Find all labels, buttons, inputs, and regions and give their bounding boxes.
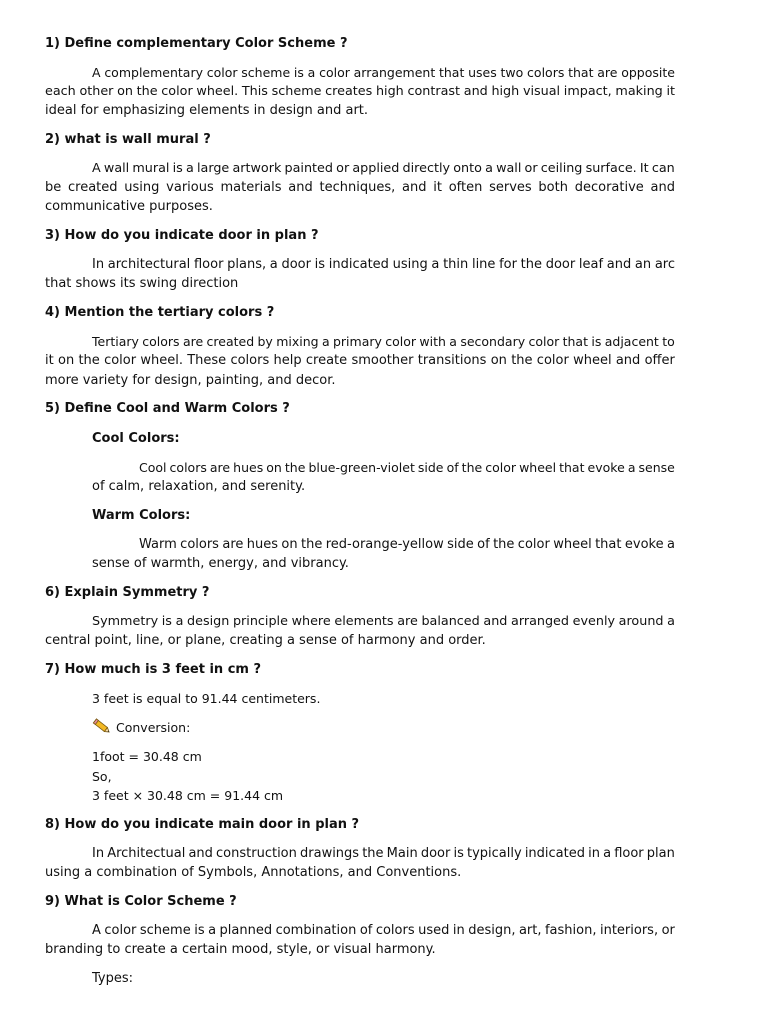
section-6-line: Symmetry is a design principle where elements are balanced and arranged evenly around a [92, 614, 675, 629]
section-3-line: In architectural floor plans, a door is indicated using a thin line for the door leaf and an arc [92, 257, 675, 272]
section-3-line: that shows its swing direction [45, 276, 239, 291]
calc-line: So, [92, 769, 112, 784]
section-2-line: A wall mural is a large artwork painted or applied directly onto a wall or ceiling surface. It can [92, 161, 675, 176]
section-9-line: branding to create a certain mood, style, or visual harmony. [45, 942, 436, 957]
section-9-line: A color scheme is a planned combination of colors used in design, art, fashion, interiors, or [92, 923, 675, 938]
section-1-line: each other on the color wheel. This scheme creates high contrast and high visual impact, making it [45, 84, 675, 99]
section-7-answer: 3 feet is equal to 91.44 centimeters. [92, 691, 321, 706]
section-1-heading: 1) Define complementary Color Scheme ? [45, 36, 348, 51]
cool-colors-line: Cool colors are hues on the blue-green-violet side of the color wheel that evoke a sense [139, 460, 675, 475]
section-8-line: using a combination of Symbols, Annotations, and Conventions. [45, 865, 462, 880]
section-5-heading: 5) Define Cool and Warm Colors ? [45, 401, 290, 416]
warm-colors-subheading: Warm Colors: [92, 508, 191, 523]
section-2-heading: 2) what is wall mural ? [45, 132, 211, 147]
warm-colors-line: sense of warmth, energy, and vibrancy. [92, 556, 349, 571]
conversion-row [92, 718, 190, 737]
section-9-heading: 9) What is Color Scheme ? [45, 894, 237, 909]
cool-colors-line: of calm, relaxation, and serenity. [92, 479, 306, 494]
section-4-line: it on the color wheel. These colors help create smoother transitions on the color wheel and offer [45, 353, 675, 368]
cool-colors-subheading: Cool Colors: [92, 431, 180, 446]
calc-line: 1foot = 30.48 cm [92, 749, 202, 764]
section-7-heading: 7) How much is 3 feet in cm ? [45, 662, 262, 677]
section-6-line: central point, line, or plane, creating a sense of harmony and order. [45, 633, 486, 648]
conversion-label: Conversion: [116, 720, 191, 735]
section-8-line: In Architectual and construction drawings the Main door is typically indicated in a floor plan [92, 846, 675, 861]
section-2-line: communicative purposes. [45, 199, 213, 214]
section-4-line: Tertiary colors are created by mixing a primary color with a secondary color that is adjacent to [92, 334, 675, 349]
pencil-icon [92, 718, 112, 735]
section-3-heading: 3) How do you indicate door in plan ? [45, 228, 319, 243]
types-label: Types: [92, 971, 134, 986]
section-8-heading: 8) How do you indicate main door in plan ? [45, 817, 360, 832]
warm-colors-line: Warm colors are hues on the red-orange-yellow side of the color wheel that evoke a [139, 537, 675, 552]
section-4-heading: 4) Mention the tertiary colors ? [45, 305, 275, 320]
section-6-heading: 6) Explain Symmetry ? [45, 585, 210, 600]
calc-line: 3 feet × 30.48 cm = 91.44 cm [92, 788, 284, 803]
section-1-line: ideal for emphasizing elements in design and art. [45, 103, 369, 118]
section-2-line: be created using various materials and techniques, and it often serves both decorative and [45, 180, 675, 195]
section-4-line: more variety for design, painting, and decor. [45, 373, 336, 388]
section-1-line: A complementary color scheme is a color arrangement that uses two colors that are opposite [92, 65, 675, 80]
